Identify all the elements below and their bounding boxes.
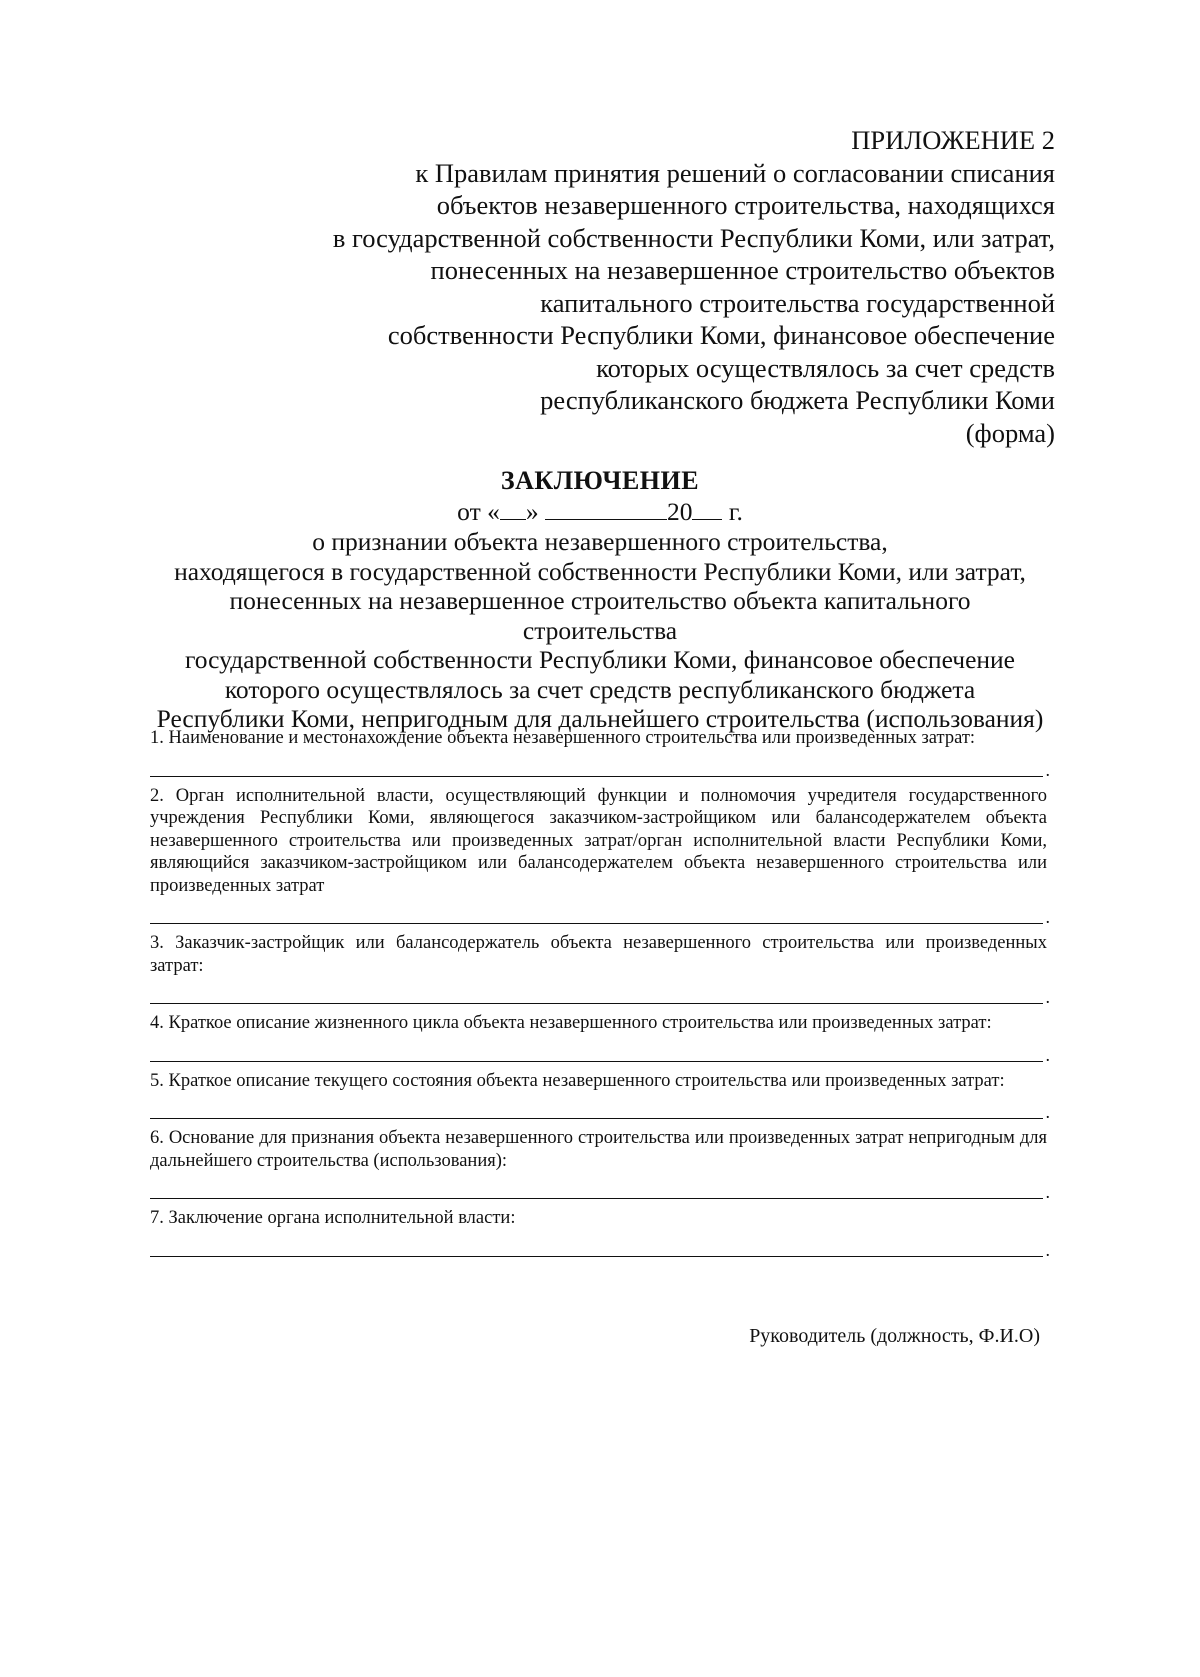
- appendix-line: республиканского бюджета Республики Коми: [540, 385, 1055, 415]
- appendix-line: которых осуществлялось за счет средств: [596, 352, 1055, 383]
- document-title: ЗАКЛЮЧЕНИЕ: [500, 466, 700, 495]
- fill-line[interactable]: [150, 1092, 1050, 1122]
- fill-line[interactable]: [150, 1230, 1050, 1260]
- section-3: [150, 932, 1050, 1007]
- subject-line: Республики Коми, непригодным для дальнейшего строительства (использования): [156, 704, 1044, 733]
- fill-line[interactable]: [150, 897, 1050, 927]
- line-end-dot: .: [1045, 987, 1050, 1007]
- line-end-dot: .: [1045, 1102, 1050, 1122]
- subject-line: понесенных на незавершенное строительство объекта капитального строительства: [229, 586, 971, 645]
- section-2: [150, 785, 1050, 927]
- section-4: [150, 1012, 1050, 1065]
- section-7: [150, 1207, 1050, 1260]
- section-text: 4. Краткое описание жизненного цикла объекта незавершенного строительства или произведенных затрат:: [150, 1013, 992, 1033]
- line-end-dot: .: [1045, 1239, 1050, 1260]
- appendix-line: к Правилам принятия решений о согласовании списания: [415, 157, 1055, 188]
- fill-line[interactable]: [150, 977, 1050, 1007]
- date-suffix: г.: [728, 497, 743, 526]
- section-text: 1. Наименование и местонахождение объекта незавершенного строительства или произведенных затрат:: [150, 728, 976, 748]
- section-text: 6. Основание для признания объекта незавершенного строительства или произведенных затрат непригодным для дальнейшего строительства (использования):: [150, 1128, 1047, 1171]
- appendix-header: [255, 124, 1055, 417]
- line-end-dot: .: [1045, 907, 1050, 927]
- appendix-line: в государственной собственности Республики Коми, или затрат,: [332, 222, 1055, 253]
- signature-line: Руководитель (должность, Ф.И.О): [749, 1325, 1040, 1347]
- appendix-line: собственности Республики Коми, финансовое обеспечение: [387, 320, 1055, 350]
- date-prefix: от «: [457, 497, 500, 526]
- appendix-line: объектов незавершенного строительства, находящихся: [436, 190, 1055, 220]
- section-text: 2. Орган исполнительной власти, осуществляющий функции и полномочия учредителя государственного учреждения Республики Коми, являющегося заказчиком-застройщиком или балансодержателем объекта незавершенного строительства или произведенных затрат/орган исполнительной власти Республики Коми, являющийся заказчиком-застройщиком или балансодержателем объекта незавершенного строительства или произведенных затрат: [150, 785, 1047, 896]
- date-year-field[interactable]: [692, 497, 722, 520]
- section-text: 7. Заключение органа исполнительной власти:: [150, 1208, 516, 1228]
- fill-line[interactable]: [150, 1035, 1050, 1065]
- date-mid: »: [525, 497, 539, 526]
- line-end-dot: .: [1045, 1044, 1050, 1065]
- section-6: [150, 1127, 1050, 1202]
- section-text: 5. Краткое описание текущего состояния объекта незавершенного строительства или произведенных затрат:: [150, 1070, 1005, 1091]
- form-sections: [150, 727, 1050, 1260]
- section-1: [150, 727, 1050, 780]
- fill-line[interactable]: [150, 1172, 1050, 1202]
- appendix-line: понесенных на незавершенное строительство объектов: [430, 255, 1055, 285]
- date-day-field[interactable]: [500, 497, 526, 520]
- appendix-line: капитального строительства государственной: [540, 287, 1055, 318]
- subject-line: о признании объекта незавершенного строительства,: [312, 527, 888, 556]
- section-5: [150, 1070, 1050, 1122]
- date-year: 20: [666, 497, 693, 526]
- section-text: 3. Заказчик-застройщик или балансодержатель объекта незавершенного строительства или произведенных затрат:: [150, 933, 1047, 976]
- date-month-field[interactable]: [545, 497, 667, 520]
- form-note: (форма): [965, 418, 1055, 448]
- appendix-title: ПРИЛОЖЕНИЕ 2: [851, 125, 1055, 155]
- subject-line: находящегося в государственной собственности Республики Коми, или затрат,: [174, 556, 1026, 586]
- subject-line: которого осуществлялось за счет средств республиканского бюджета: [224, 674, 976, 704]
- subject-line: государственной собственности Республики Коми, финансовое обеспечение: [184, 645, 1016, 674]
- title-block: [150, 465, 1050, 734]
- line-end-dot: .: [1045, 1182, 1050, 1202]
- fill-line[interactable]: [150, 750, 1050, 780]
- line-end-dot: .: [1045, 759, 1050, 780]
- date-line: [150, 497, 1050, 527]
